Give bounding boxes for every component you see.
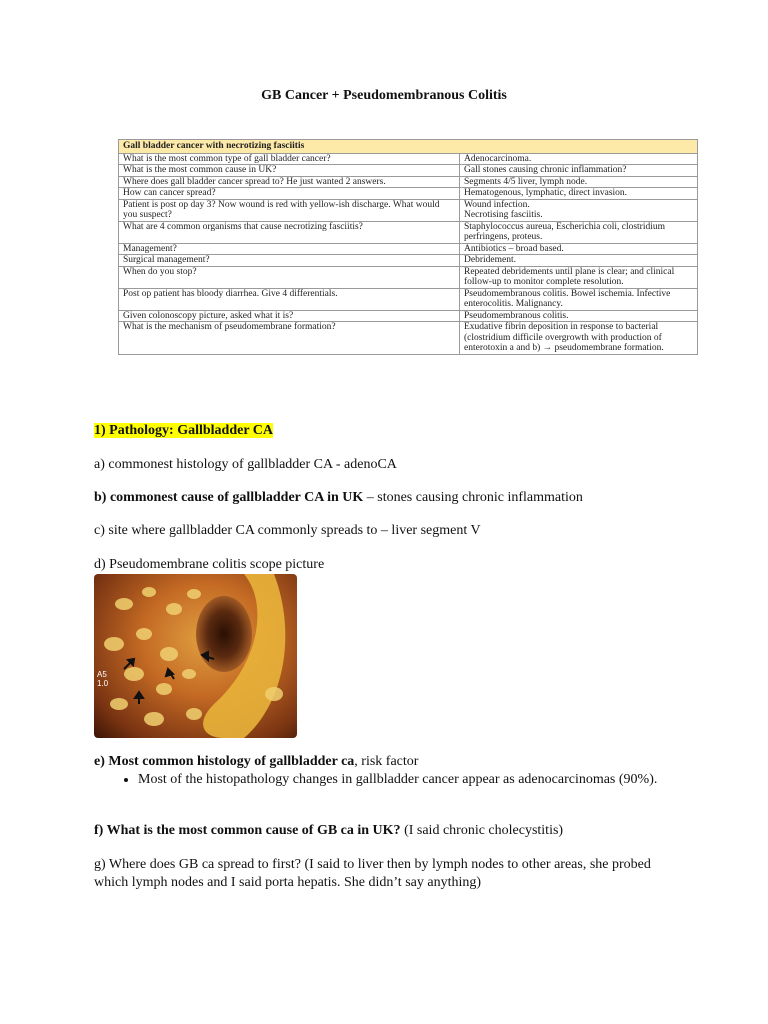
question-cell: How can cancer spread? <box>119 188 460 200</box>
item-e-rest: , risk factor <box>354 754 419 769</box>
item-c: c) site where gallbladder CA commonly spreads to – liver segment V <box>94 523 481 538</box>
table-header-row <box>119 140 698 154</box>
image-overlay-line1: A5 <box>97 670 107 679</box>
table-row <box>119 199 698 221</box>
answer-cell: Exudative fibrin deposition in response to bacterial (clostridium difficile overgrowth with production of enterotoxin a and b) → pseudomembrane formation. <box>460 322 698 355</box>
question-cell: When do you stop? <box>119 266 460 288</box>
page-title: GB Cancer + Pseudomembranous Colitis <box>261 88 507 103</box>
item-f <box>94 823 563 839</box>
table-row <box>119 153 698 165</box>
table-row <box>119 165 698 177</box>
answer-cell: Segments 4/5 liver, lymph node. <box>460 176 698 188</box>
question-cell: Management? <box>119 243 460 255</box>
table-header: Gall bladder cancer with necrotizing fasciitis <box>119 140 698 154</box>
qa-table <box>118 139 698 355</box>
image-overlay-line2: 1.0 <box>97 679 109 688</box>
answer-cell: Hematogenous, lymphatic, direct invasion. <box>460 188 698 200</box>
answer-cell: Gall stones causing chronic inflammation? <box>460 165 698 177</box>
item-e-bullets <box>118 771 698 789</box>
question-cell: What is the most common type of gall bladder cancer? <box>119 153 460 165</box>
item-f-rest: (I said chronic cholecystitis) <box>400 823 564 838</box>
table-row <box>119 266 698 288</box>
table-row <box>119 176 698 188</box>
item-e-bold: e) Most common histology of gallbladder ca <box>94 754 355 769</box>
table-row <box>119 221 698 243</box>
item-b-rest: – stones causing chronic inflammation <box>363 490 583 505</box>
question-cell: Patient is post op day 3? Now wound is red with yellow-ish discharge. What would you suspect? <box>119 199 460 221</box>
table-row <box>119 322 698 355</box>
question-cell: Given colonoscopy picture, asked what it is? <box>119 310 460 322</box>
table-row <box>119 310 698 322</box>
question-cell: What are 4 common organisms that cause necrotizing fasciitis? <box>119 221 460 243</box>
item-d: d) Pseudomembrane colitis scope picture <box>94 557 325 572</box>
item-a: a) commonest histology of gallbladder CA - adenoCA <box>94 457 397 472</box>
list-item: • Most of the histopathology changes in gallbladder cancer appear as adenocarcinomas (90%). <box>138 771 698 789</box>
answer-cell: Repeated debridements until plane is clear; and clinical follow-up to monitor complete resolution. <box>460 266 698 288</box>
answer-cell: Debridement. <box>460 255 698 267</box>
colonoscopy-image <box>94 574 297 738</box>
item-g: g) Where does GB ca spread to first? (I said to liver then by lymph nodes to other areas, she probed which lymph nodes and I said porta hepatis. She didn’t say anything) <box>94 857 651 890</box>
item-e <box>94 754 418 770</box>
section-heading <box>94 423 273 439</box>
question-cell: Where does gall bladder cancer spread to? He just wanted 2 answers. <box>119 176 460 188</box>
question-cell: Surgical management? <box>119 255 460 267</box>
question-cell: Post op patient has bloody diarrhea. Give 4 differentials. <box>119 288 460 310</box>
answer-cell: Antibiotics – broad based. <box>460 243 698 255</box>
answer-cell: Pseudomembranous colitis. Bowel ischemia. Infective enterocolitis. Malignancy. <box>460 288 698 310</box>
table-row <box>119 243 698 255</box>
item-b-bold: b) commonest cause of gallbladder CA in UK <box>94 490 364 505</box>
table-row <box>119 255 698 267</box>
answer-cell: Pseudomembranous colitis. <box>460 310 698 322</box>
question-cell: What is the mechanism of pseudomembrane formation? <box>119 322 460 355</box>
answer-cell: Wound infection. Necrotising fasciitis. <box>460 199 698 221</box>
answer-cell: Adenocarcinoma. <box>460 153 698 165</box>
question-cell: What is the most common cause in UK? <box>119 165 460 177</box>
answer-cell: Staphylococcus aureua, Escherichia coli, clostridium perfringens, proteus. <box>460 221 698 243</box>
item-f-bold: f) What is the most common cause of GB ca in UK? <box>94 823 401 838</box>
section-heading-text: 1) Pathology: Gallbladder CA <box>94 423 274 438</box>
item-b <box>94 490 583 506</box>
table-row <box>119 188 698 200</box>
table-row <box>119 288 698 310</box>
